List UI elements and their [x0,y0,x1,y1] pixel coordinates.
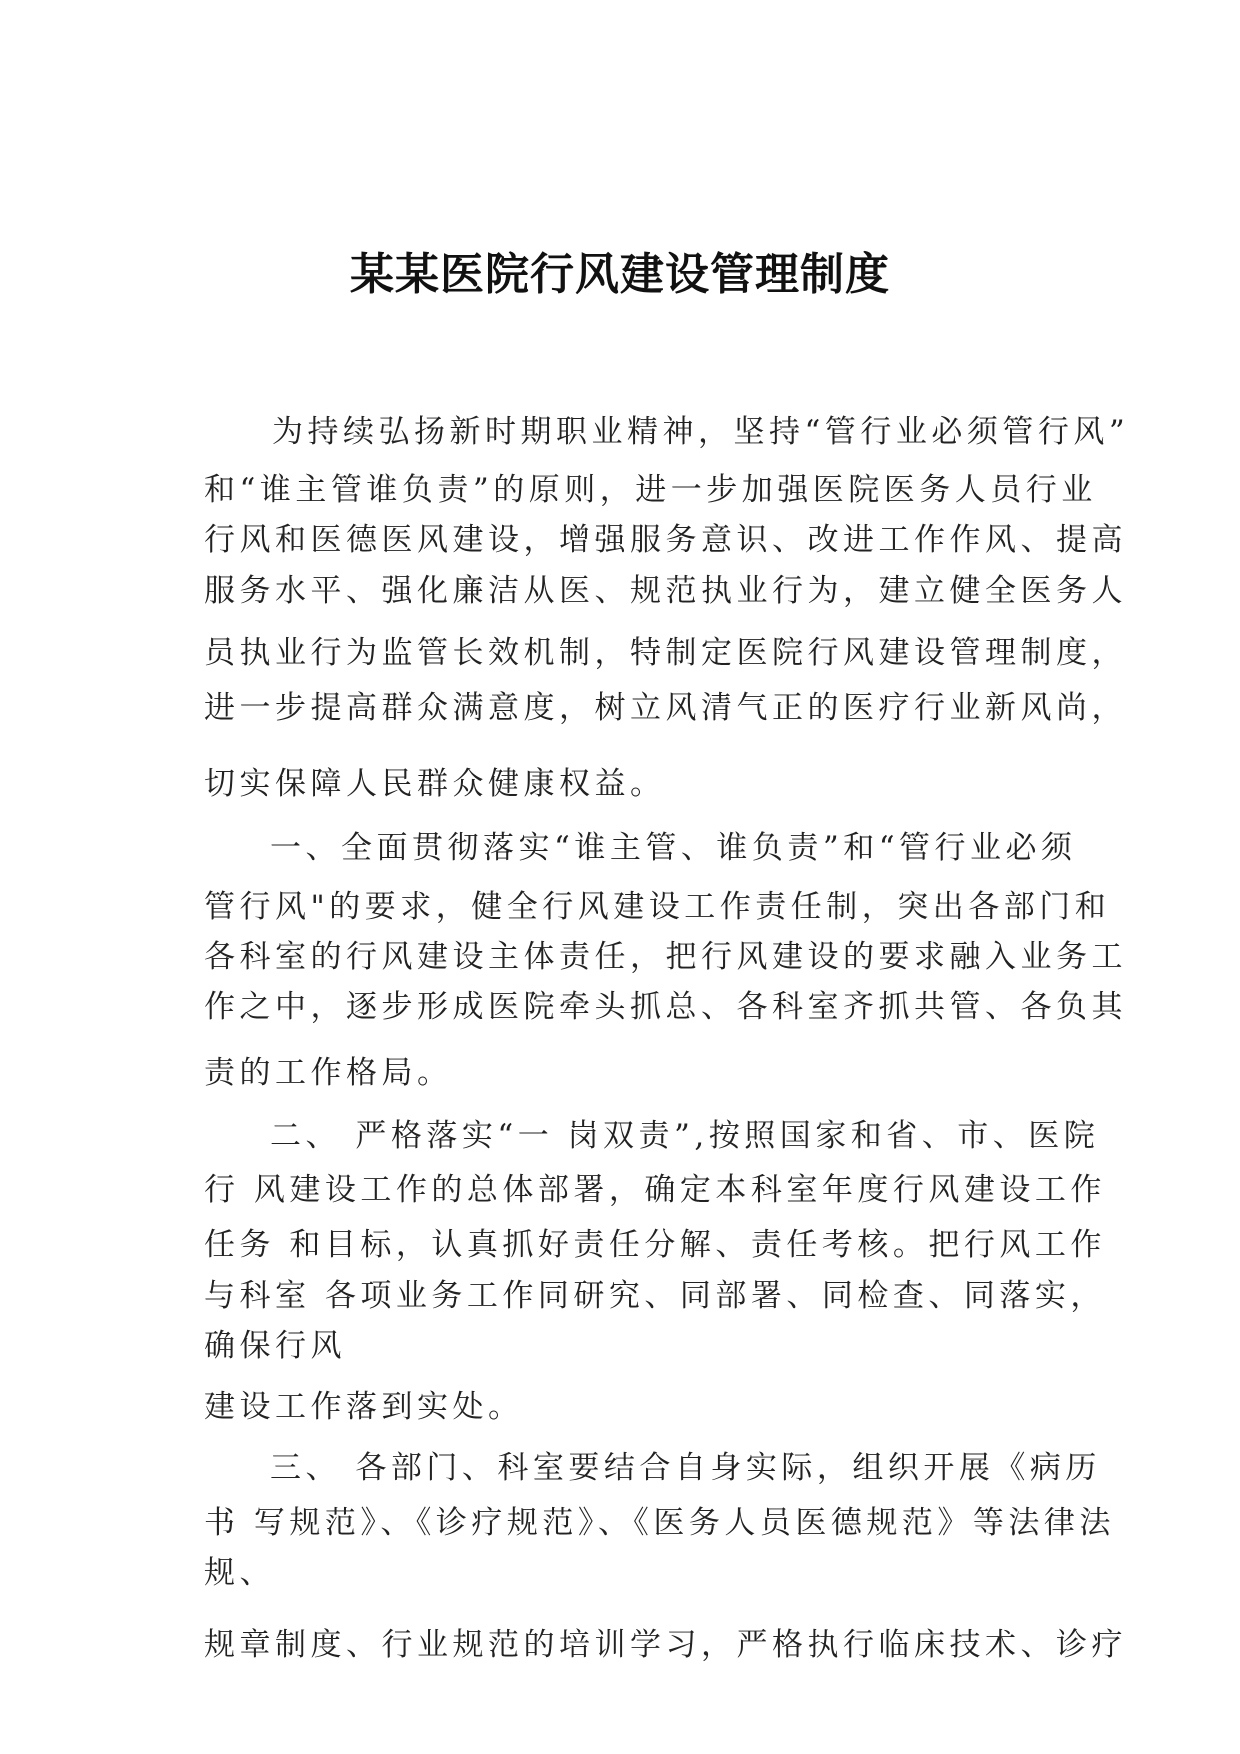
paragraph-line: 任务 和目标，认真抓好责任分解、责任考核。把行风工作 [204,1227,1106,1263]
paragraph-line: 规、 [204,1555,275,1591]
paragraph-line: 管行风"的要求，健全行风建设工作责任制，突出各部门和 [204,889,1111,925]
paragraph-line: 切实保障人民群众健康权益。 [204,766,666,802]
paragraph-line: 责的工作格局。 [204,1055,453,1091]
paragraph-line: 作之中，逐步形成医院牵头抓总、各科室齐抓共管、各负其 [204,989,1127,1025]
paragraph-line: 行风和医德医风建设，增强服务意识、改进工作作风、提高 [204,522,1127,558]
paragraph-line: 二、 严格落实“一 岗双责”,按照国家和省、市、医院 [270,1118,1100,1154]
paragraph-line: 行 风建设工作的总体部署，确定本科室年度行风建设工作 [204,1172,1106,1208]
paragraph-line: 和“谁主管谁负责”的原则，进一步加强医院医务人员行业 [204,472,1097,508]
paragraph-line: 为持续弘扬新时期职业精神，坚持“管行业必须管行风” [272,414,1130,450]
document-title: 某某医院行风建设管理制度 [350,249,890,300]
paragraph-line: 员执业行为监管长效机制，特制定医院行风建设管理制度， [204,635,1127,671]
paragraph-line: 一、全面贯彻落实“谁主管、谁负责”和“管行业必须 [270,830,1077,866]
paragraph-line: 建设工作落到实处。 [204,1389,524,1425]
paragraph-line: 与科室 各项业务工作同研究、同部署、同检查、同落实， [204,1278,1106,1314]
paragraph-line: 确保行风 [204,1328,346,1364]
paragraph-line: 各科室的行风建设主体责任，把行风建设的要求融入业务工 [204,939,1127,975]
paragraph-line: 服务水平、强化廉洁从医、规范执业行为，建立健全医务人 [204,573,1127,609]
paragraph-line: 书 写规范》、《诊疗规范》、《医务人员医德规范》等法律法 [204,1505,1115,1541]
paragraph-line: 进一步提高群众满意度，树立风清气正的医疗行业新风尚， [204,690,1127,726]
paragraph-line: 规章制度、行业规范的培训学习，严格执行临床技术、诊疗 [204,1627,1127,1663]
paragraph-line: 三、 各部门、科室要结合自身实际，组织开展《病历 [270,1450,1101,1486]
